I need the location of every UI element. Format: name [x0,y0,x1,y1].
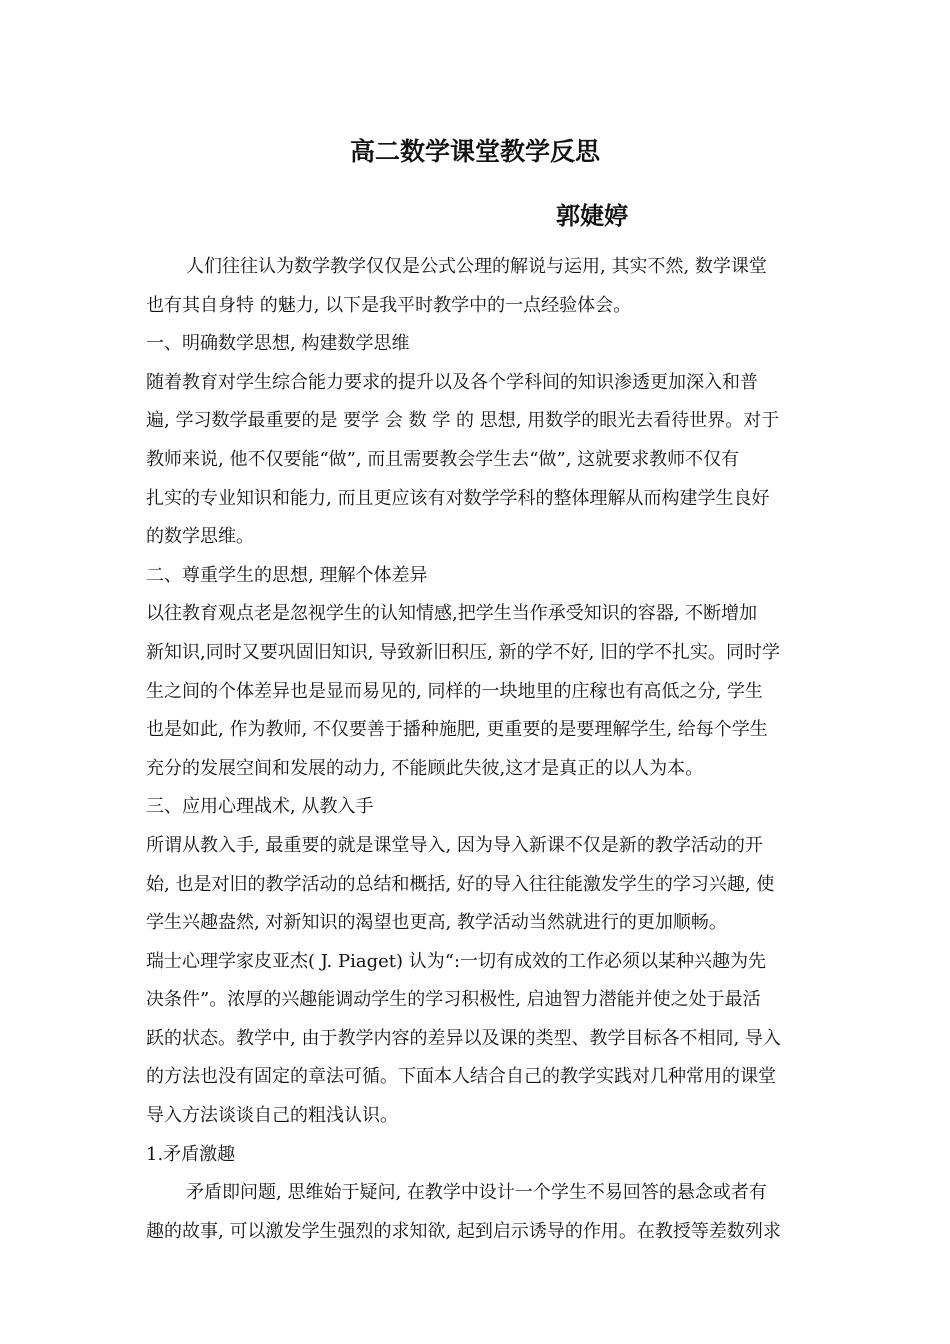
text-line: 遍, 学习数学最重要的是 要学 会 数 学 的 思想, 用数学的眼光去看待世界。对于 [146,410,780,432]
text-line: 始, 也是对旧的教学活动的总结和概括, 好的导入往往能激发学生的学习兴趣, 使 [146,873,775,895]
section-heading: 一、明确数学思想, 构建数学思维 [146,333,410,355]
text-line: 瑞士心理学家皮亚杰( J. Piaget) 认为“:一切有成效的工作必须以某种兴趣为先 [146,950,767,972]
text-line: 跃的状态。教学中, 由于教学内容的差异以及课的类型、教学目标各不相同, 导入 [146,1027,781,1049]
text-line: 也有其自身特 的魅力, 以下是我平时教学中的一点经验体会。 [146,294,632,316]
text-line: 导入方法谈谈自己的粗浅认识。 [146,1105,398,1127]
text-line: 所谓从教入手, 最重要的就是课堂导入, 因为导入新课不仅是新的教学活动的开 [146,834,763,856]
text-line: 生之间的个体差异也是显而易见的, 同样的一块地里的庄稼也有高低之分, 学生 [146,680,763,702]
text-line: 的方法也没有固定的章法可循。下面本人结合自己的教学实践对几种常用的课堂 [146,1066,776,1088]
text-line: 以往教育观点老是忽视学生的认知情感,把学生当作承受知识的容器, 不断增加 [146,603,758,625]
text-line: 教师来说, 他不仅要能“做”, 而且需要教会学生去“做”, 这就要求教师不仅有 [146,448,740,470]
text-line: 扎实的专业知识和能力, 而且更应该有对数学学科的整体理解从而构建学生良好 [146,487,770,509]
text-line: 新知识,同时又要巩固旧知识, 导致新旧积压, 新的学不好, 旧的学不扎实。同时学 [146,641,781,663]
document-body [146,248,806,1251]
document-title: 高二数学课堂教学反思 [349,137,600,166]
text-line: 充分的发展空间和发展的动力, 不能顾此失彼,这才是真正的以人为本。 [146,757,704,779]
text-line: 随着教育对学生综合能力要求的提升以及各个学科间的知识渗透更加深入和普 [146,371,758,393]
text-line: 学生兴趣盎然, 对新知识的渴望也更高, 教学活动当然就进行的更加顺畅。 [146,912,727,934]
text-line: 人们往往认为数学教学仅仅是公式公理的解说与运用, 其实不然, 数学课堂 [186,256,767,277]
text-line: 决条件”。浓厚的兴趣能调动学生的学习积极性, 启迪智力潜能并使之处于最活 [146,989,761,1011]
text-line: 矛盾即问题, 思维始于疑问, 在教学中设计一个学生不易回答的悬念或者有 [186,1182,767,1204]
text-line: 也是如此, 作为教师, 不仅要善于播种施肥, 更重要的是要理解学生, 给每个学生 [146,719,768,741]
section-heading: 二、尊重学生的思想, 理解个体差异 [146,564,428,586]
document-author: 郭婕婷 [556,202,628,230]
text-line: 趣的故事, 可以激发学生强烈的求知欲, 起到启示诱导的作用。在教授等差数列求 [146,1220,781,1242]
subsection-heading: 1.矛盾激趣 [146,1143,236,1165]
section-heading: 三、应用心理战术, 从教入手 [146,796,374,818]
text-line: 的数学思维。 [146,526,254,548]
